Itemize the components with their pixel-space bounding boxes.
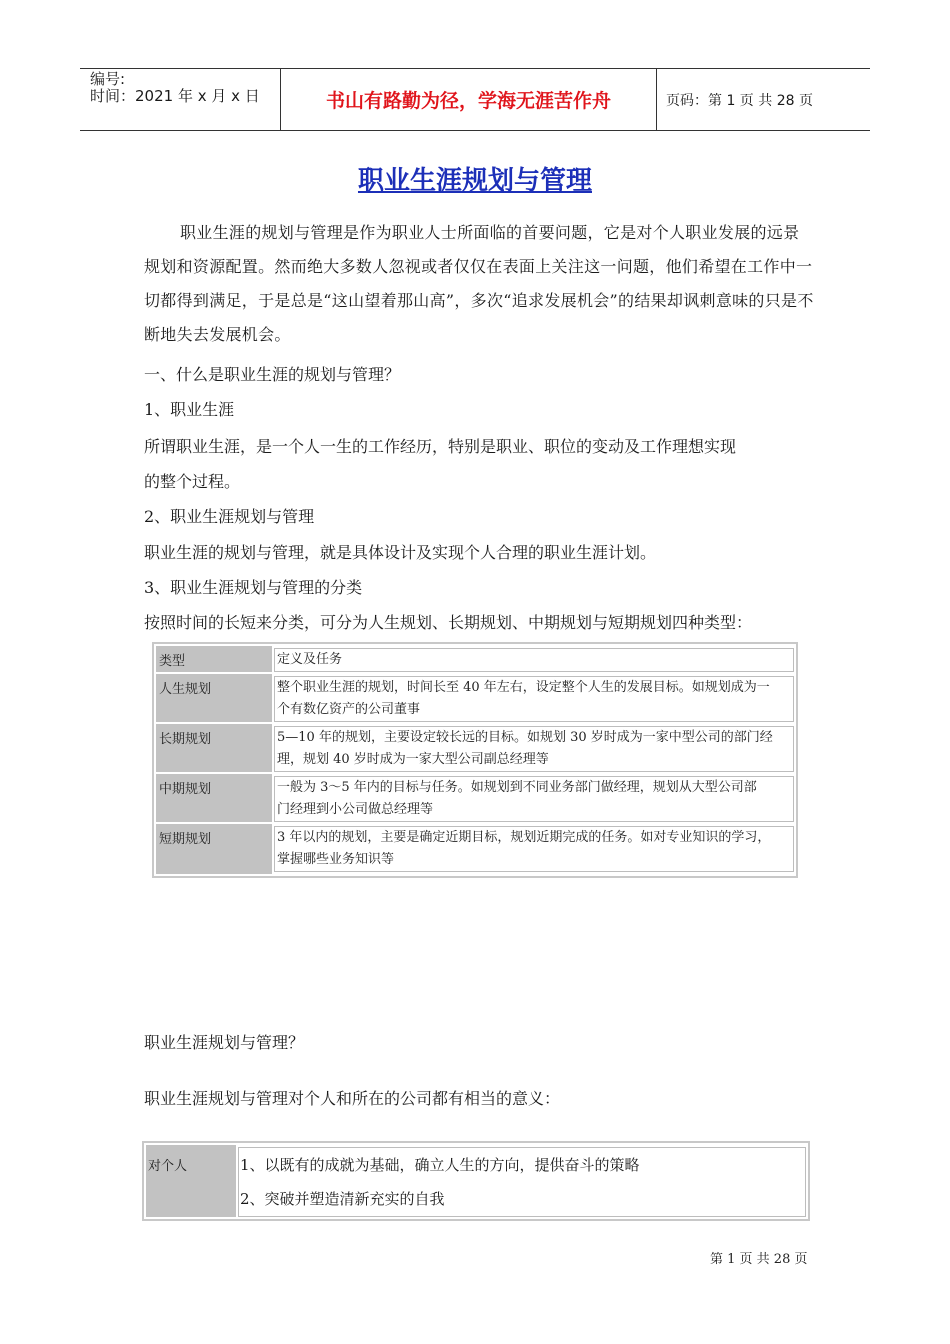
row-type: 人生规划 <box>156 674 272 722</box>
sub1-text-line1: 所谓职业生涯，是一个人一生的工作经历，特别是职业、职位的变动及工作理想实现 <box>144 437 737 456</box>
row-items <box>238 1147 806 1217</box>
header-motto: 书山有路勤为径，学海无涯苦作舟 <box>280 69 657 130</box>
header-definition: 定义及任务 <box>274 648 794 672</box>
row-definition <box>274 776 794 822</box>
sub2-heading: 2、职业生涯规划与管理 <box>144 507 315 526</box>
table-row <box>156 824 794 874</box>
significance-table <box>142 1141 810 1221</box>
header-page-info: 页码：第 1 页 共 28 页 <box>666 92 813 109</box>
sub3-heading: 3、职业生涯规划与管理的分类 <box>144 578 363 597</box>
row-type: 短期规划 <box>156 824 272 874</box>
definition-line: 一般为 3～5 年内的目标与任务。如规划到不同业务部门做经理，规划从大型公司部 <box>277 780 757 795</box>
document-header <box>80 68 870 131</box>
sub1-text-line2: 的整个过程。 <box>144 472 241 491</box>
header-type: 类型 <box>156 646 272 672</box>
sub3-text: 按照时间的长短来分类，可分为人生规划、长期规划、中期规划与短期规划四种类型： <box>144 613 753 632</box>
table-row <box>156 674 794 722</box>
time-label: 时间：2021 年 x 月 x 日 <box>90 87 260 105</box>
plan-types-table <box>152 642 798 878</box>
document-title[interactable]: 职业生涯规划与管理 <box>357 166 592 196</box>
table-row <box>156 774 794 822</box>
definition-line: 理，规划 40 岁时成为一家大型公司副总经理等 <box>277 752 549 767</box>
row-definition <box>274 726 794 772</box>
row-label: 对个人 <box>146 1145 236 1217</box>
section2-heading: 职业生涯规划与管理？ <box>144 1033 305 1052</box>
row-definition <box>274 826 794 872</box>
header-meta-cell <box>80 69 280 130</box>
sub2-text: 职业生涯的规划与管理，就是具体设计及实现个人合理的职业生涯计划。 <box>144 543 657 562</box>
number-label: 编号: <box>90 70 126 88</box>
section2-text: 职业生涯规划与管理对个人和所在的公司都有相当的意义： <box>144 1089 561 1108</box>
section1-heading: 一、什么是职业生涯的规划与管理？ <box>144 365 401 384</box>
definition-line: 5—10 年的规划，主要设定较长远的目标。如规划 30 岁时成为一家中型公司的部门经 <box>277 730 773 745</box>
row-definition <box>274 676 794 722</box>
table-header-row <box>156 646 794 672</box>
list-item: 1、以既有的成就为基础，确立人生的方向，提供奋斗的策略 <box>240 1156 640 1174</box>
definition-line: 掌握哪些业务知识等 <box>277 852 395 867</box>
list-item: 2、突破并塑造清新充实的自我 <box>240 1190 445 1208</box>
definition-line: 整个职业生涯的规划，时间长至 40 年左右，设定整个人生的发展目标。如规划成为一 <box>277 680 770 695</box>
table-row <box>156 724 794 772</box>
row-type: 长期规划 <box>156 724 272 772</box>
sub1-heading: 1、职业生涯 <box>144 400 235 419</box>
page-footer: 第 1 页 共 28 页 <box>710 1252 808 1267</box>
intro-paragraph: 职业生涯的规划与管理是作为职业人士所面临的首要问题，它是对个人职业发展的远景规划和资源配置。然而绝大多数人忽视或者仅仅在表面上关注这一问题，他们希望在工作中一切都得到满足，于是总是“这山望着那山高”，多次“追求发展机会”的结果却讽刺意味的只是不断地失去发展机会。 <box>144 223 814 344</box>
definition-line: 3 年以内的规划，主要是确定近期目标，规划近期完成的任务。如对专业知识的学习， <box>277 830 771 845</box>
row-type: 中期规划 <box>156 774 272 822</box>
definition-line: 门经理到小公司做总经理等 <box>277 802 434 817</box>
definition-line: 个有数亿资产的公司董事 <box>277 702 421 717</box>
